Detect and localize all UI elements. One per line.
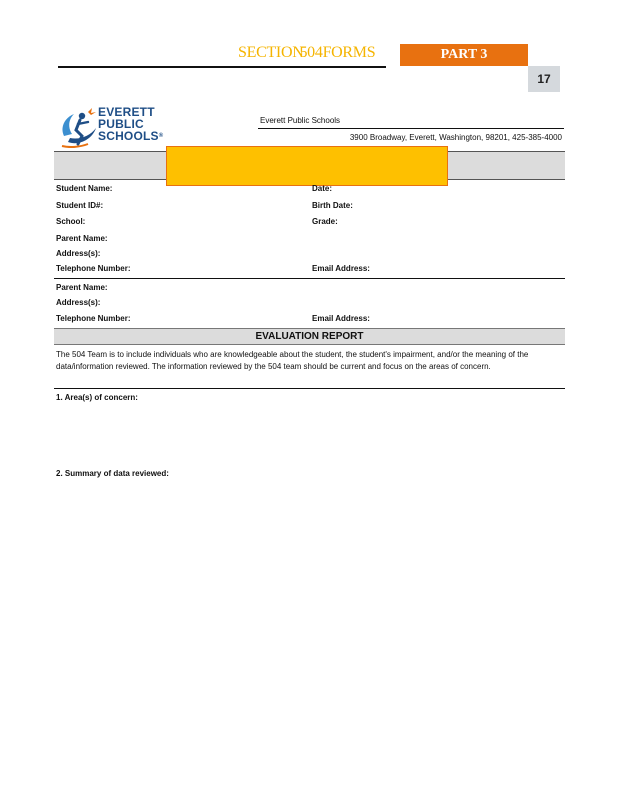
parent1-address-label: Address(s): — [56, 249, 101, 258]
student-id-label: Student ID#: — [56, 201, 104, 210]
section-title-part1: SECTION — [238, 44, 304, 61]
section-title-part3: FORMS — [322, 44, 376, 61]
district-logo — [58, 106, 168, 152]
parent2-email-label: Email Address: — [312, 314, 370, 323]
logo-line-1: EVERETT — [98, 105, 155, 119]
page-number: 17 — [528, 66, 560, 92]
birth-date-label: Birth Date: — [312, 201, 353, 210]
logo-line-2: PUBLIC — [98, 117, 144, 131]
header-rule — [58, 66, 386, 68]
redaction-box — [166, 146, 448, 186]
parent1-phone-label: Telephone Number: — [56, 264, 131, 273]
parent2-name-label: Parent Name: — [56, 283, 108, 292]
district-address: 3900 Broadway, Everett, Washington, 98201, 425-385-4000 — [349, 133, 562, 142]
parent-divider — [54, 278, 565, 279]
grade-label: Grade: — [312, 217, 338, 226]
logo-line-3: SCHOOLS — [98, 129, 159, 143]
district-name: Everett Public Schools — [260, 116, 341, 125]
school-label: School: — [56, 217, 86, 226]
logo-wordmark — [98, 106, 163, 142]
date-label: Date: — [312, 184, 333, 193]
parent2-phone-label: Telephone Number: — [56, 314, 131, 323]
student-name-label: Student Name: — [56, 184, 113, 193]
district-rule — [258, 128, 564, 129]
part-label: PART 3 — [400, 44, 528, 66]
parent1-email-label: Email Address: — [312, 264, 370, 273]
area-of-concern-label: 1. Area(s) of concern: — [56, 393, 138, 402]
section-title — [238, 44, 375, 62]
evaluation-rule — [54, 388, 565, 389]
summary-data-label: 2. Summary of data reviewed: — [56, 469, 169, 478]
evaluation-description: The 504 Team is to include individuals who are knowledgeable about the student, the student's impairment, and/or the meaning of the data/information reviewed. The information reviewed by the 504 team should be current and focus on the areas of concern. — [56, 350, 529, 371]
registered-mark: ® — [158, 133, 164, 139]
runner-logo-icon — [58, 106, 98, 148]
section-title-part2: 504 — [299, 44, 323, 61]
parent2-address-label: Address(s): — [56, 298, 101, 307]
parent1-name-label: Parent Name: — [56, 234, 108, 243]
evaluation-heading: EVALUATION REPORT — [54, 328, 565, 345]
